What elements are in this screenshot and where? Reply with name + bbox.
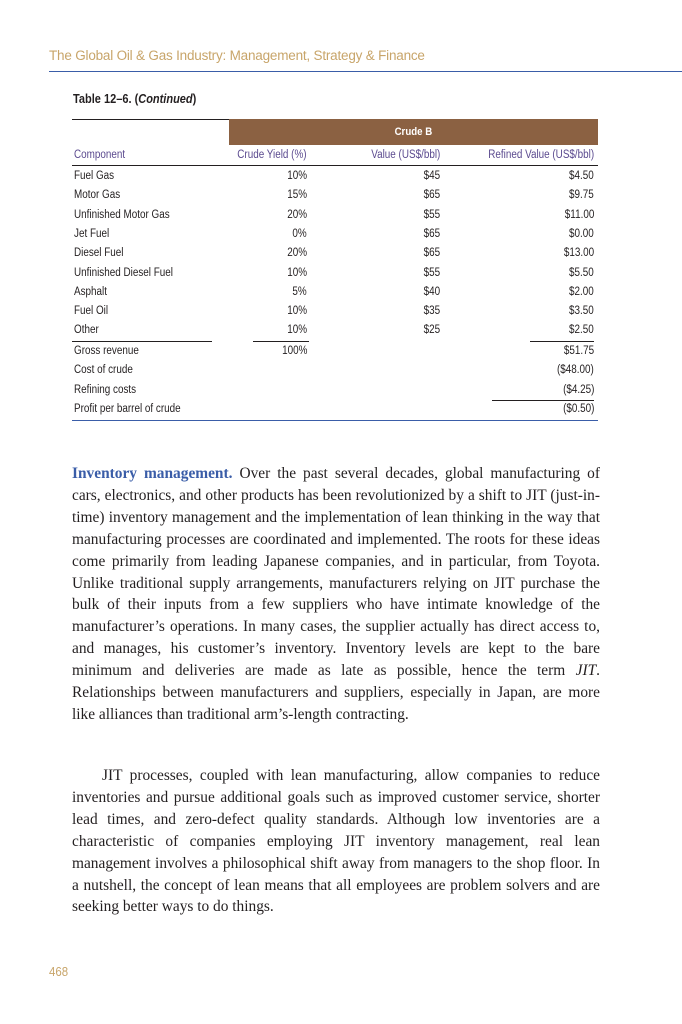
table-row [72, 302, 598, 321]
cell-yield: 10% [287, 170, 307, 182]
table-row [72, 167, 598, 186]
paragraph-text: Over the past several decades, global manufacturing of cars, electronics, and other products has been revolutionized by a shift to JIT (just-in-time) inventory management and the implementation of lean thinking in the way that manufacturing processes are coordinated and implemented. The roots for these ideas come primarily from leading Japanese companies, and in particular, from Toyota. Unlike traditional supply arrangements, manufacturers relying on JIT purchase the bulk of their inputs from a few suppliers who have intimate knowledge of the manufacturer’s operations. In many cases, the supplier actually has direct access to, and manages, his customer’s inventory. Inventory levels are kept to the bare minimum and deliveries are made as late as possible, hence the term [72, 465, 600, 680]
caption-paren-open: ( [134, 92, 139, 106]
summary-row [72, 381, 598, 400]
caption-paren-close: ) [192, 92, 197, 106]
cell-yield: 5% [292, 285, 307, 298]
paragraph-inventory-management [72, 463, 600, 726]
cell-yield: 0% [292, 227, 307, 240]
summary-yield: 100% [281, 345, 307, 357]
cell-refined: $13.00 [563, 247, 594, 260]
cell-component: Asphalt [74, 285, 107, 298]
crude-b-group-header: Crude B [229, 119, 598, 145]
summary-refined: ($48.00) [557, 364, 594, 377]
cell-value: $65 [423, 189, 440, 202]
header-rule [49, 71, 682, 72]
cell-component: Fuel Gas [74, 170, 115, 182]
cell-refined: $2.50 [569, 324, 594, 337]
cell-value: $65 [423, 247, 440, 260]
summary-row [72, 361, 598, 380]
summary-label: Profit per barrel of crude [74, 402, 181, 415]
col-header-value: Value (US$/bbl) [370, 149, 440, 161]
summary-label: Gross revenue [74, 345, 139, 357]
cell-component: Unfinished Motor Gas [74, 208, 170, 221]
summary-refined: ($4.25) [562, 383, 594, 396]
header-rule-line [72, 165, 598, 166]
cell-yield: 15% [287, 189, 307, 202]
cell-value: $55 [423, 266, 440, 279]
cell-component: Unfinished Diesel Fuel [74, 266, 173, 279]
cell-refined: $4.50 [569, 170, 594, 182]
table-number: Table 12–6. [73, 92, 132, 106]
cell-refined: $11.00 [564, 208, 594, 221]
summary-label: Cost of crude [74, 364, 133, 377]
cell-component: Fuel Oil [74, 305, 109, 318]
summary-row [72, 400, 598, 419]
col-header-refined: Refined Value (US$/bbl) [488, 149, 594, 161]
table-caption [73, 92, 196, 106]
paragraph-text-end: . Relationships between manufacturers and suppliers, especially in Japan, are more like alliances than traditional arm’s-length contracting. [72, 662, 600, 723]
cell-component: Motor Gas [74, 189, 121, 202]
summary-refined: $51.75 [563, 345, 594, 357]
paragraph-jit-processes: JIT processes, coupled with lean manufacturing, allow companies to reduce inventories and pursue additional goals such as improved customer service, shorter lead times, and zero-defect quality standards. Although low inventories are a characteristic of companies employing JIT inventory management, real lean management involves a philosophical shift away from managers to the shop floor. In a nutshell, the concept of lean means that all employees are problem solvers and are seeking better ways to do things. [72, 767, 600, 916]
cell-value: $25 [423, 324, 440, 337]
cell-yield: 20% [287, 247, 307, 260]
summary-refined: ($0.50) [562, 402, 594, 415]
col-header-yield: Crude Yield (%) [237, 149, 307, 161]
cell-refined: $3.50 [569, 305, 594, 318]
table-row [72, 225, 598, 244]
table-row [72, 206, 598, 225]
paragraph-lead-heading: Inventory management. [72, 465, 233, 482]
cell-value: $45 [423, 170, 440, 182]
cell-component: Diesel Fuel [74, 247, 124, 260]
table-row [72, 321, 598, 340]
cell-value: $65 [423, 227, 440, 240]
cell-value: $40 [423, 285, 440, 298]
summary-row [72, 342, 598, 361]
table-bottom-rule [72, 420, 598, 421]
cell-value: $55 [423, 208, 440, 221]
cell-component: Jet Fuel [74, 227, 110, 240]
cell-value: $35 [423, 305, 440, 318]
table-row [72, 186, 598, 205]
table-row [72, 283, 598, 302]
caption-continued: Continued [138, 92, 193, 106]
cell-component: Other [74, 324, 99, 337]
cell-refined: $0.00 [569, 227, 594, 240]
cell-refined: $5.50 [569, 266, 594, 279]
column-header-row [72, 145, 598, 165]
cell-refined: $9.75 [569, 189, 594, 202]
cell-yield: 20% [287, 208, 307, 221]
cell-yield: 10% [287, 324, 307, 337]
cell-refined: $2.00 [569, 285, 594, 298]
page-number: 468 [49, 964, 69, 979]
running-head: The Global Oil & Gas Industry: Management, Strategy & Finance [49, 48, 425, 63]
paragraph-term: JIT [575, 662, 597, 680]
table-row [72, 244, 598, 263]
cell-yield: 10% [287, 305, 307, 318]
col-header-component: Component [74, 149, 126, 161]
summary-label: Refining costs [74, 383, 137, 396]
table-row [72, 264, 598, 283]
cell-yield: 10% [287, 266, 307, 279]
